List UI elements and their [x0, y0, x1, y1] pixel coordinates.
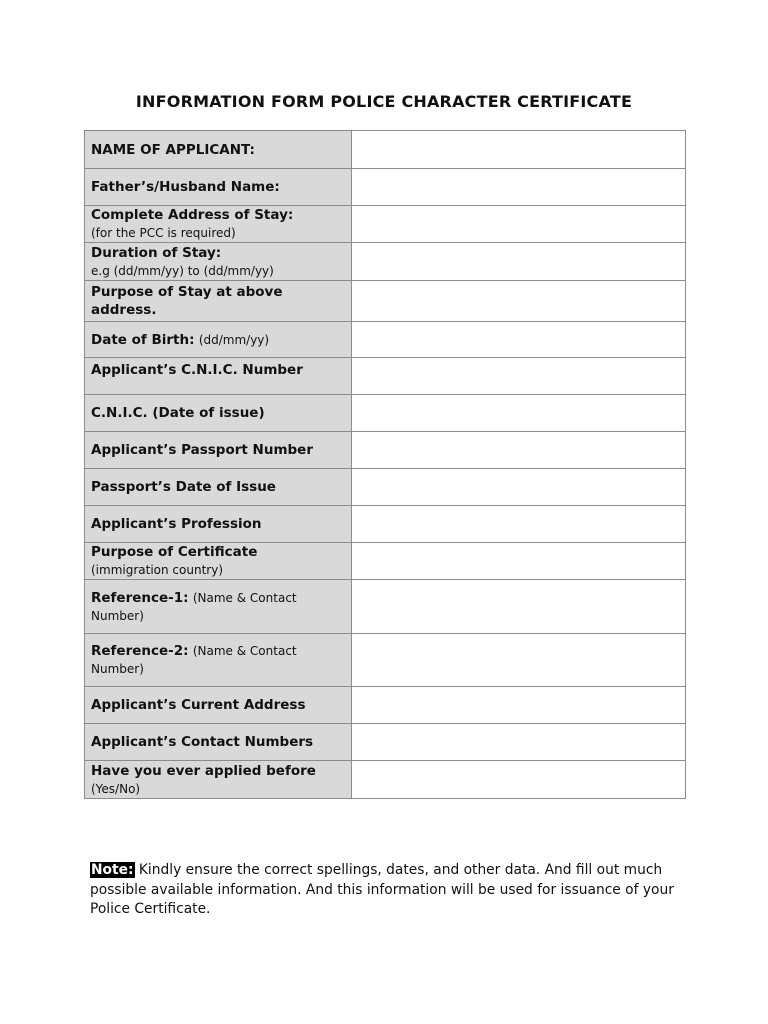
field-label-name-of-applicant: NAME OF APPLICANT: [85, 131, 352, 169]
table-row [85, 506, 686, 543]
field-label-passport-number: Applicant’s Passport Number [85, 432, 352, 469]
field-input-name-of-applicant[interactable] [352, 131, 686, 169]
field-input-profession[interactable] [352, 506, 686, 543]
field-input-passport-date-of-issue[interactable] [352, 469, 686, 506]
field-label-profession: Applicant’s Profession [85, 506, 352, 543]
table-row [85, 469, 686, 506]
field-label-current-address: Applicant’s Current Address [85, 687, 352, 724]
field-input-contact-numbers[interactable] [352, 724, 686, 761]
field-label-applied-before: Have you ever applied before (Yes/No) [85, 761, 352, 799]
table-row [85, 322, 686, 358]
field-input-purpose-of-certificate[interactable] [352, 543, 686, 580]
field-label-purpose-of-stay: Purpose of Stay at above address. [85, 281, 352, 322]
table-row [85, 395, 686, 432]
field-input-duration-of-stay[interactable] [352, 243, 686, 281]
page-title: INFORMATION FORM POLICE CHARACTER CERTIFICATE [135, 92, 633, 111]
field-label-passport-date-of-issue: Passport’s Date of Issue [85, 469, 352, 506]
table-row [85, 243, 686, 281]
table-row [85, 634, 686, 687]
field-label-reference-1: Reference-1: (Name & Contact Number) [85, 580, 352, 634]
table-row [85, 724, 686, 761]
field-input-father-husband-name[interactable] [352, 169, 686, 206]
table-row [85, 580, 686, 634]
field-label-father-husband-name: Father’s/Husband Name: [85, 169, 352, 206]
field-input-reference-2[interactable] [352, 634, 686, 687]
field-input-purpose-of-stay[interactable] [352, 281, 686, 322]
table-row [85, 281, 686, 322]
field-label-cnic-date-of-issue: C.N.I.C. (Date of issue) [85, 395, 352, 432]
field-label-date-of-birth: Date of Birth: (dd/mm/yy) [85, 322, 352, 358]
field-input-cnic-date-of-issue[interactable] [352, 395, 686, 432]
field-input-reference-1[interactable] [352, 580, 686, 634]
table-row [85, 169, 686, 206]
table-row [85, 543, 686, 580]
field-label-reference-2: Reference-2: (Name & Contact Number) [85, 634, 352, 687]
field-input-passport-number[interactable] [352, 432, 686, 469]
note-label: Note: [91, 862, 134, 878]
table-row [85, 131, 686, 169]
field-input-cnic-number[interactable] [352, 358, 686, 395]
field-label-duration-of-stay: Duration of Stay: e.g (dd/mm/yy) to (dd/mm/yy) [85, 243, 352, 281]
table-row [85, 687, 686, 724]
field-input-complete-address-of-stay[interactable] [352, 206, 686, 243]
field-label-purpose-of-certificate: Purpose of Certificate (immigration country) [85, 543, 352, 580]
field-label-complete-address-of-stay: Complete Address of Stay: (for the PCC is required) [85, 206, 352, 243]
table-row [85, 432, 686, 469]
field-input-applied-before[interactable] [352, 761, 686, 799]
field-input-current-address[interactable] [352, 687, 686, 724]
table-row [85, 358, 686, 395]
field-label-cnic-number: Applicant’s C.N.I.C. Number [85, 358, 352, 395]
field-input-date-of-birth[interactable] [352, 322, 686, 358]
table-row [85, 761, 686, 799]
field-label-contact-numbers: Applicant’s Contact Numbers [85, 724, 352, 761]
note-text: Kindly ensure the correct spellings, dates, and other data. And fill out much possible available information. And this information will be used for issuance of your Police Certificate. [90, 862, 674, 917]
table-row [85, 206, 686, 243]
note-paragraph [90, 861, 690, 920]
information-form-table [84, 130, 686, 799]
